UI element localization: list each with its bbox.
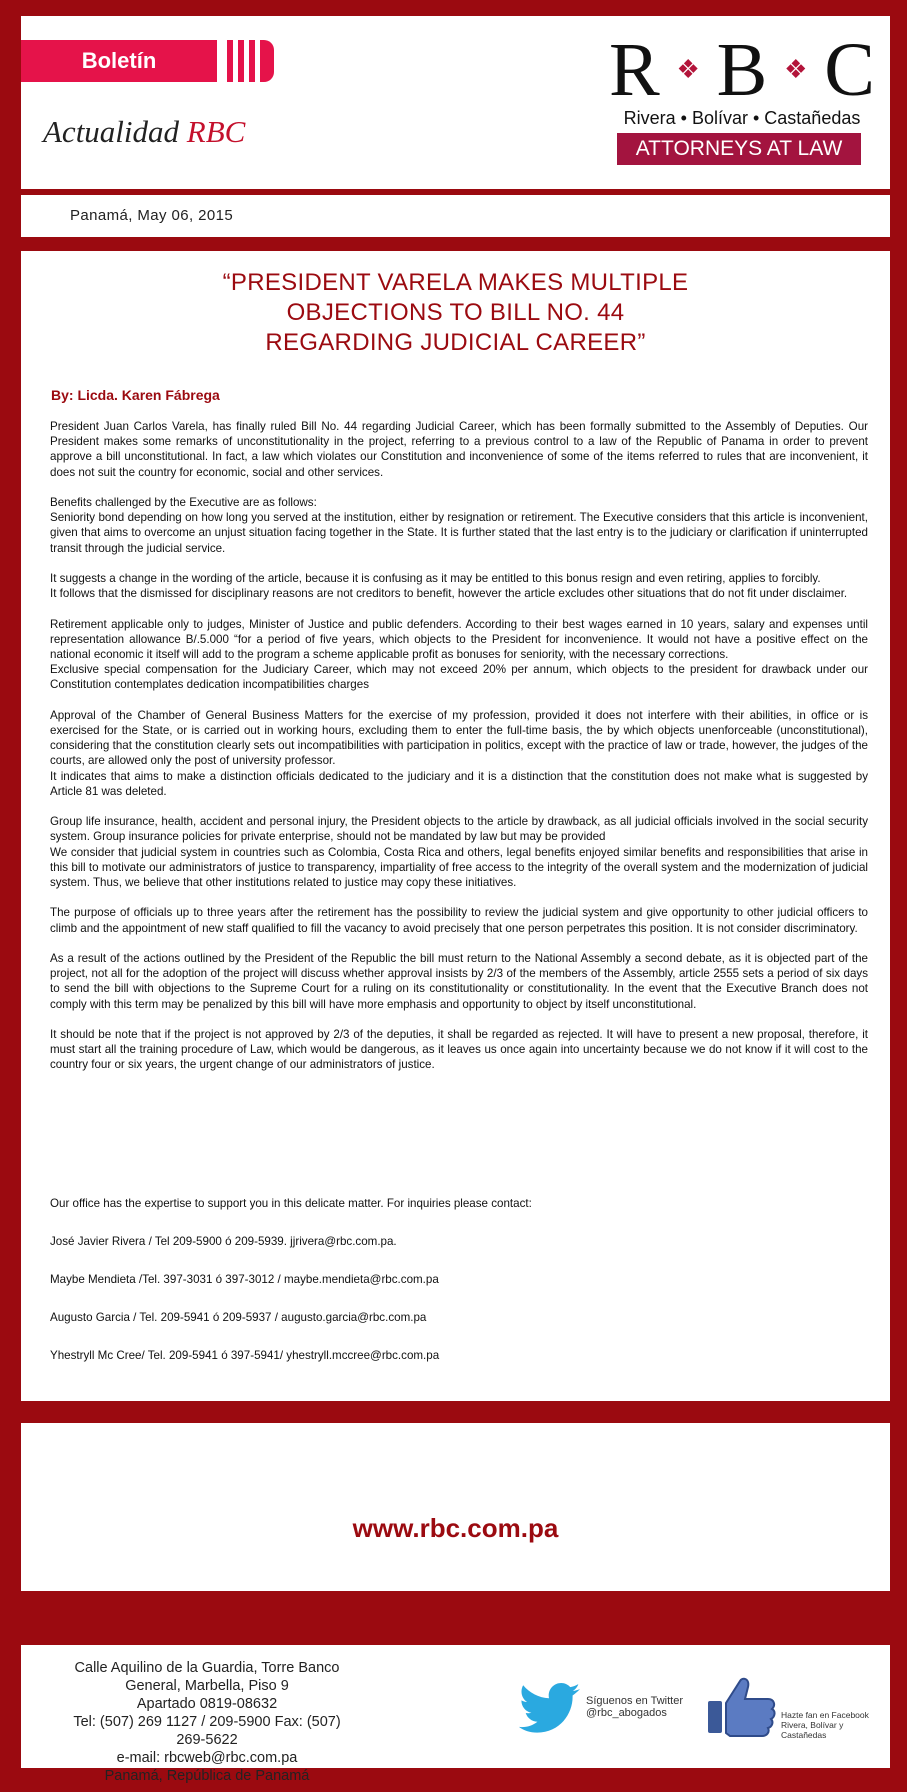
article-paragraph — [50, 951, 868, 1012]
paragraph-text: It indicates that aims to make a distinction officials dedicated to the judiciary and it is a distinction that the constitution does not make what is suggested by Article 81 was deleted. — [50, 769, 868, 798]
paragraph-text: Exclusive special compensation for the Judiciary Career, which may not exceed 20% per annum, which objects to the president for drawback under our Constitution contemplates dedication incompatibilities charges — [50, 663, 868, 692]
logo-letter-c: C — [824, 28, 875, 112]
diamond-icon: ❖ — [676, 55, 700, 84]
thumbs-up-icon — [706, 1675, 778, 1739]
footer — [21, 1645, 890, 1784]
facebook-line: Hazte fan en Facebook — [781, 1710, 869, 1720]
actualidad-word: Actualidad — [43, 114, 180, 149]
twitter-caption — [586, 1695, 683, 1719]
article-paragraph — [50, 495, 868, 556]
address-line: Tel: (507) 269 1127 / 209-5900 Fax: (507) 269-5622 — [73, 1714, 341, 1748]
twitter-bird-icon — [518, 1683, 582, 1735]
website-panel — [21, 1423, 890, 1591]
paragraph-text: It suggests a change in the wording of the article, because it is confusing as it may be entitled to this bonus resign and even retiring, applies to forcibly. — [50, 572, 821, 585]
diamond-icon: ❖ — [784, 55, 808, 84]
article-body — [50, 419, 868, 1088]
paragraph-text: Group life insurance, health, accident and personal injury, the President objects to the article by drawback, as all judicial officials involved in the social security system. Group insurance policies for private enterprise, should not be mandated by law but may be provided — [50, 815, 868, 844]
website-link[interactable]: www.rbc.com.pa — [352, 1513, 559, 1543]
logo-letter-b: B — [716, 28, 768, 112]
article-panel — [21, 251, 890, 1401]
headline-line: OBJECTIONS TO BILL NO. 44 — [286, 299, 625, 326]
facebook-fan-link[interactable] — [706, 1675, 890, 1747]
address-line: Panamá, República de Panamá — [104, 1768, 310, 1784]
article-paragraph — [50, 617, 868, 693]
paragraph-text: As a result of the actions outlined by the President of the Republic the bill must return to the National Assembly a second debate, as it is objected part of the project, not all for the adoption of the project will discuss whether approval insists by 2/3 of the members of the Assembly, article 2555 sets a period of six days to send the bill with objections to the Supreme Court for a ruling on its constitutionality or constitutionality. In the event that the Executive Branch does not comply with this term may be penalized by this bill will have more emphasis and opportunity to object by itself unconstitutional. — [50, 952, 868, 1011]
article-paragraph — [50, 814, 868, 890]
contact-entry: Augusto Garcia / Tel. 209-5941 ó 209-5937 / augusto.garcia@rbc.com.pa — [50, 1311, 427, 1324]
paragraph-text: It should be note that if the project is not approved by 2/3 of the deputies, it shall be regarded as rejected. It will have to present a new proposal, therefore, it must start all the training procedure of Law, which would be dangerous, as it leaves us once again into uncertainty because we do not know if it will cost to the country four or six years, the urgent change of our administrators of justice. — [50, 1028, 868, 1072]
article-paragraph — [50, 571, 868, 601]
rbc-logo-letters — [609, 28, 875, 112]
contact-entry: Yhestryll Mc Cree/ Tel. 209-5941 ó 397-5941/ yhestryll.mccree@rbc.com.pa — [50, 1349, 440, 1362]
article-headline — [21, 268, 890, 358]
contact-intro: Our office has the expertise to support you in this delicate matter. For inquiries please contact: — [50, 1197, 532, 1210]
article-paragraph — [50, 708, 868, 799]
twitter-line: Síguenos en Twitter — [586, 1695, 684, 1707]
logo-tagline: ATTORNEYS AT LAW — [617, 133, 861, 165]
actualidad-rbc-title — [43, 114, 245, 150]
logo-partner-names: Rivera • Bolívar • Castañedas — [623, 108, 861, 128]
publication-date: Panamá, May 06, 2015 — [70, 207, 234, 224]
twitter-handle: @rbc_abogados — [586, 1707, 667, 1719]
facebook-caption — [781, 1710, 890, 1740]
article-byline: By: Licda. Karen Fábrega — [51, 387, 220, 403]
address-line: e-mail: rbcweb@rbc.com.pa — [116, 1750, 298, 1766]
address-line: Apartado 0819-08632 — [136, 1696, 278, 1712]
contact-section — [50, 1197, 868, 1387]
facebook-page-name: Rivera, Bolívar y Castañedas — [781, 1720, 844, 1740]
paragraph-text: Approval of the Chamber of General Business Matters for the exercise of my profession, provided it does not interfere with their abilities, in office or is exercised for the State, or is carried out in working hours, excluding them to enter the full-time basis, the by which objects unenforceable (unconstitutional), considering that the constitution clearly sets out incompatibilities with participation in politics, except with the practice of law or trade, however, the judges of the courts, are allowed only the post of university professor. — [50, 708, 868, 768]
rbc-logo — [609, 28, 875, 165]
article-paragraph — [50, 905, 868, 935]
paragraph-text: The purpose of officials up to three years after the retirement has the possibility to review the judicial system and give opportunity to other judicial officers to climb and the appointment of new staff qualified to fill the vacancy to avoid precisely that one person perpetrates this position. It is not consider discriminatory. — [50, 906, 868, 935]
headline-line: REGARDING JUDICIAL CAREER” — [265, 329, 646, 356]
actualidad-rbc-word: RBC — [186, 114, 246, 149]
boletin-bars-decoration — [227, 40, 275, 82]
paragraph-text: President Juan Carlos Varela, has finally ruled Bill No. 44 regarding Judicial Career, which has been formally submitted to the Assembly of Deputies. Our President makes some remarks of unconstitutionality in the project, referring to a previous control to a law of the Republic of Panama in order to prevent approve a bill unconstitutional. In fact, a law which violates our Constitution and inconvenience of some of the items referred to rules that are inconvenient, it does not suit the country for economic, social and other services. — [50, 420, 868, 479]
contact-entry: Maybe Mendieta /Tel. 397-3031 ó 397-3012 / maybe.mendieta@rbc.com.pa — [50, 1273, 439, 1286]
article-paragraph — [50, 419, 868, 480]
date-bar — [21, 195, 890, 237]
paragraph-text: Retirement applicable only to judges, Minister of Justice and public defenders. According to their best wages earned in 10 years, salary and expenses until representation allowance B/.5.000 “for a period of five years, which objects to the President for inconvenience. It would not have a positive effect on the national economic it itself will add to the program a scheme applicable profit as bonuses for seniority, with the necessary corrections. — [50, 617, 868, 661]
boletin-label: Boletín — [81, 48, 157, 73]
article-paragraph — [50, 1027, 868, 1073]
headline-line: “PRESIDENT VARELA MAKES MULTIPLE — [222, 269, 689, 296]
office-address — [57, 1659, 357, 1785]
address-line: Calle Aquilino de la Guardia, Torre Banco General, Marbella, Piso 9 — [74, 1660, 340, 1694]
newsletter-header — [21, 16, 890, 189]
contact-entry: José Javier Rivera / Tel 209-5900 ó 209-5939. jjrivera@rbc.com.pa. — [50, 1235, 397, 1248]
twitter-follow-link[interactable] — [518, 1683, 698, 1743]
paragraph-text: Seniority bond depending on how long you served at the institution, either by resignation or retirement. The Executive considers that this article is inconvenient, given that aims to overcome an unjust situation facing together in the State. It is further stated that the last entry is to the judiciary or clarification if uninterrupted transit through the judicial service. — [50, 511, 868, 555]
paragraph-text: Benefits challenged by the Executive are as follows: — [50, 496, 317, 509]
paragraph-text: It follows that the dismissed for disciplinary reasons are not creditors to benefit, however the article excludes other situations that do not fit under disclaimer. — [50, 587, 848, 601]
logo-letter-r: R — [609, 28, 660, 112]
paragraph-text: We consider that judicial system in countries such as Colombia, Costa Rica and others, legal benefits enjoyed similar benefits and responsibilities that arise in this bill to motivate our administrators of justice to transparency, impartiality of free access to the integrity of the overall system and the modernization of judicial system. Thus, we believe that other institutions related to justice may copy these initiatives. — [50, 845, 868, 890]
